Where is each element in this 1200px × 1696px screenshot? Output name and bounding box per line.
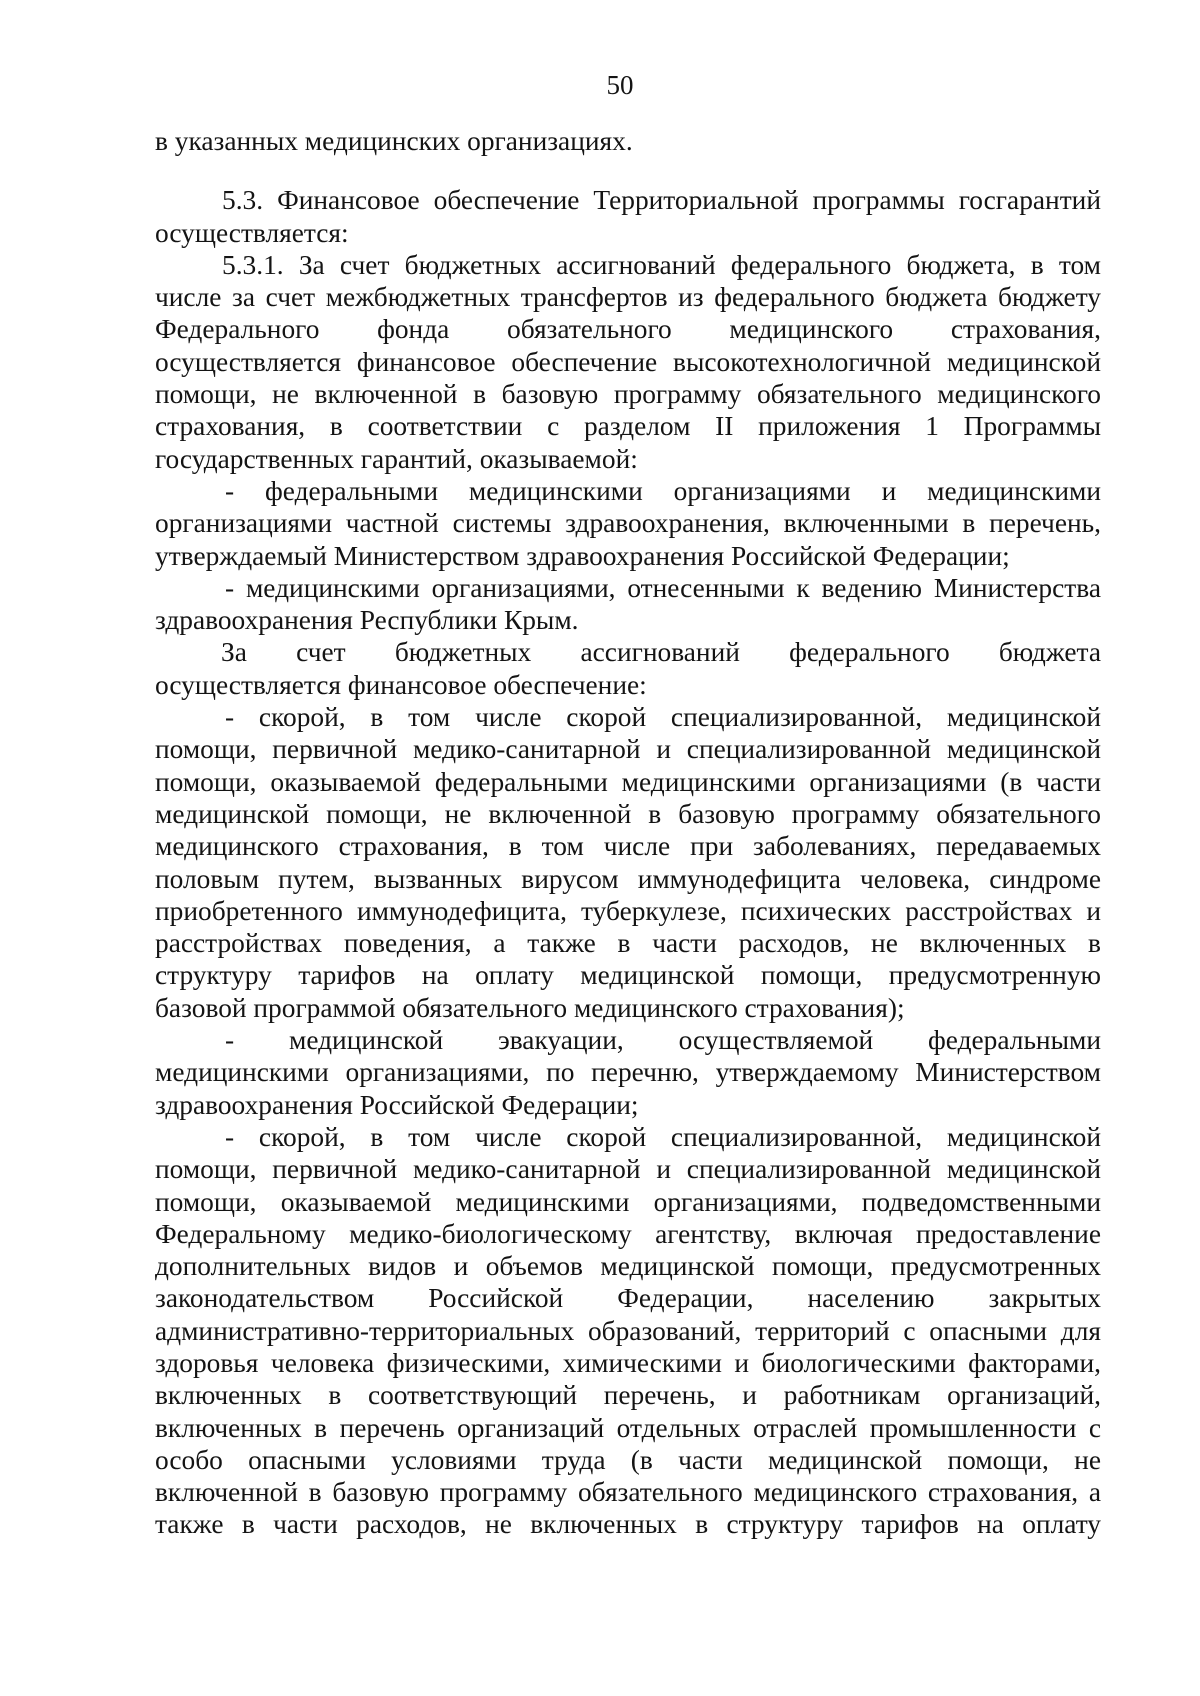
page-number: 50 — [606, 70, 634, 100]
text-line: особо опасными условиями труда (в части медицинской помощи, не — [155, 1444, 1101, 1475]
text-line: здравоохранения Республики Крым. — [155, 605, 579, 636]
text-line: здоровья человека физическими, химическими и биологическими факторами, — [155, 1347, 1101, 1378]
text-line: Федерального фонда обязательного медицинского страхования, — [155, 314, 1101, 345]
text-line: расстройствах поведения, а также в части расходов, не включенных в — [155, 928, 1101, 959]
text-line: За счет бюджетных ассигнований федерального бюджета — [221, 637, 1101, 668]
text-line: здравоохранения Российской Федерации; — [155, 1089, 639, 1120]
text-line: 5.3.1. За счет бюджетных ассигнований федерального бюджета, в том — [222, 249, 1101, 280]
text-line: медицинской помощи, не включенной в базовую программу обязательного — [155, 798, 1101, 829]
text-line: половым путем, вызванных вирусом иммунодефицита человека, синдроме — [155, 863, 1101, 894]
text-line: помощи, оказываемой медицинскими организациями, подведомственными — [155, 1186, 1101, 1217]
text-line: осуществляется финансовое обеспечение: — [155, 669, 647, 700]
text-line: также в части расходов, не включенных в структуру тарифов на оплату — [155, 1509, 1101, 1540]
text-line: медицинскими организациями, по перечню, утверждаемому Министерством — [155, 1057, 1101, 1088]
document-body — [155, 125, 1101, 1541]
text-line: страхования, в соответствии с разделом II приложения 1 Программы — [155, 411, 1101, 442]
text-line: базовой программой обязательного медицинского страхования); — [155, 992, 905, 1023]
text-line: помощи, первичной медико-санитарной и специализированной медицинской — [155, 734, 1101, 765]
text-line: включенных в соответствующий перечень, и работникам организаций, — [155, 1380, 1101, 1411]
text-line: числе за счет межбюджетных трансфертов из федерального бюджета бюджету — [155, 282, 1101, 313]
text-line: - медицинскими организациями, отнесенными к ведению Министерства — [225, 572, 1101, 603]
text-line: осуществляется: — [155, 217, 349, 248]
text-line: организациями частной системы здравоохранения, включенными в перечень, — [155, 508, 1101, 539]
text-line: дополнительных видов и объемов медицинской помощи, предусмотренных — [155, 1251, 1101, 1282]
text-line: приобретенного иммунодефицита, туберкулезе, психических расстройствах и — [155, 895, 1101, 926]
text-line: административно-территориальных образований, территорий с опасными для — [155, 1315, 1101, 1346]
text-line: государственных гарантий, оказываемой: — [155, 443, 638, 474]
text-line: включенной в базовую программу обязательного медицинского страхования, а — [155, 1477, 1101, 1508]
text-line: - скорой, в том числе скорой специализированной, медицинской — [225, 1121, 1101, 1152]
text-line: 5.3. Финансовое обеспечение Территориальной программы госгарантий — [222, 185, 1101, 216]
text-line: законодательством Российской Федерации, населению закрытых — [155, 1283, 1101, 1314]
text-line: утверждаемый Министерством здравоохранения Российской Федерации; — [155, 540, 1010, 571]
text-line: осуществляется финансовое обеспечение высокотехнологичной медицинской — [155, 346, 1101, 377]
text-line: - федеральными медицинскими организациями и медицинскими — [225, 475, 1101, 506]
text-line: помощи, оказываемой федеральными медицинскими организациями (в части — [155, 766, 1101, 797]
text-line: в указанных медицинских организациях. — [155, 126, 633, 156]
paragraph-gap — [155, 157, 1101, 184]
text-line: - скорой, в том числе скорой специализированной, медицинской — [225, 702, 1101, 733]
text-line: структуру тарифов на оплату медицинской помощи, предусмотренную — [155, 960, 1101, 991]
text-line: включенных в перечень организаций отдельных отраслей промышленности с — [155, 1412, 1101, 1443]
text-line: помощи, не включенной в базовую программу обязательного медицинского — [155, 379, 1101, 410]
text-line: - медицинской эвакуации, осуществляемой федеральными — [225, 1025, 1101, 1056]
text-line: медицинского страхования, в том числе при заболеваниях, передаваемых — [155, 831, 1101, 862]
text-line: Федеральному медико-биологическому агентству, включая предоставление — [155, 1218, 1101, 1249]
text-line: помощи, первичной медико-санитарной и специализированной медицинской — [155, 1154, 1101, 1185]
